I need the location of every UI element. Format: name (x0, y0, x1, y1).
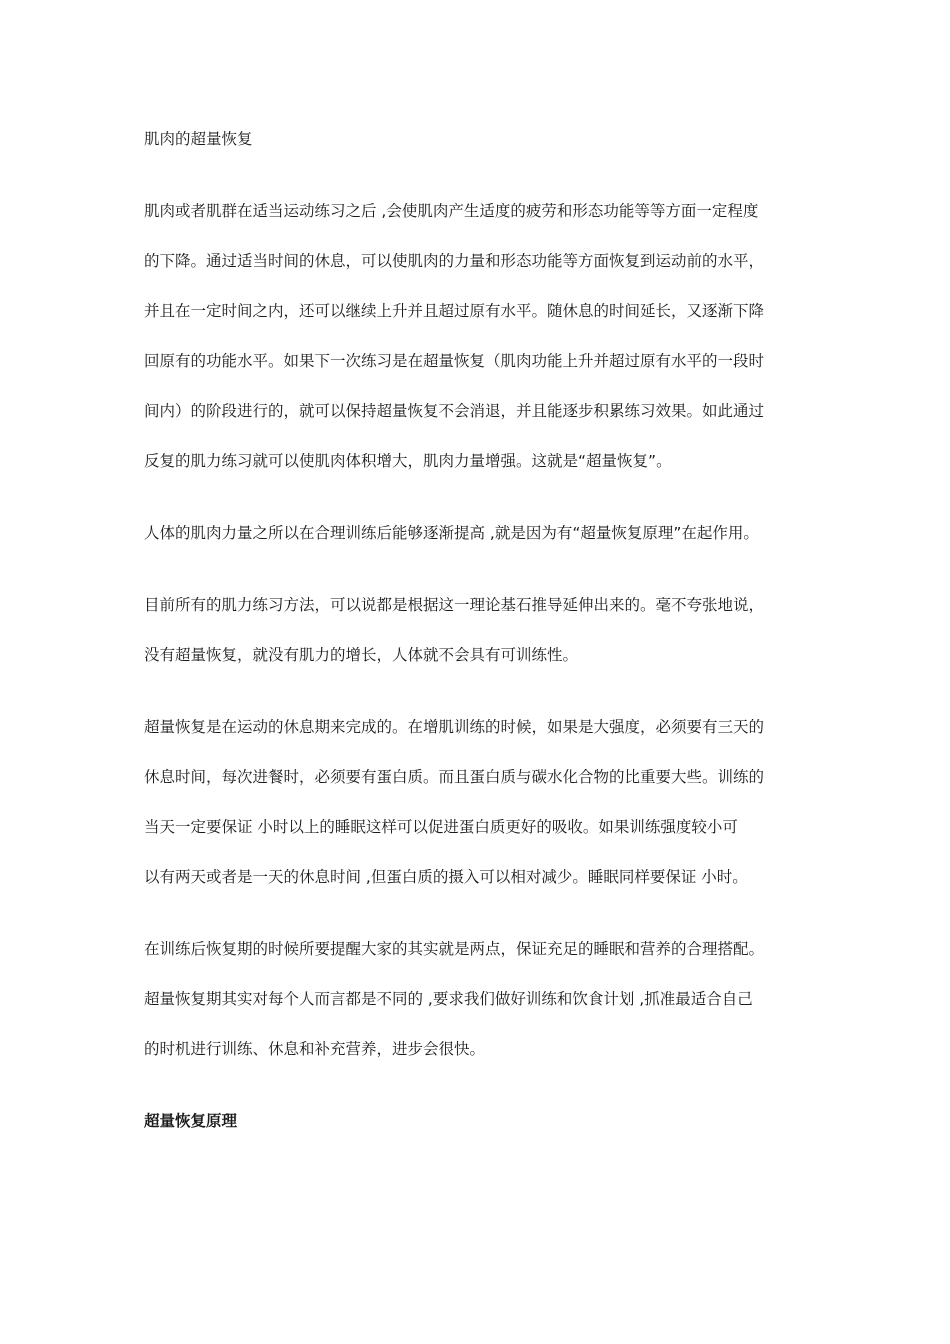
paragraph-1-line-4: 回原有的功能水平。如果下一次练习是在超量恢复（肌肉功能上升并超过原有水平的一段时 (144, 352, 765, 370)
section-heading: 超量恢复原理 (144, 1112, 238, 1130)
paragraph-5-line-1: 在训练后恢复期的时候所要提醒大家的其实就是两点，保证充足的睡眠和营养的合理搭配。 (144, 940, 765, 958)
paragraph-5-line-3: 的时机进行训练、休息和补充营养，进步会很快。 (144, 1040, 486, 1058)
paragraph-1-line-6: 反复的肌力练习就可以使肌肉体积增大，肌肉力量增强。这就是“超量恢复”。 (144, 452, 672, 470)
paragraph-4-line-2: 休息时间，每次进餐时，必须要有蛋白质。而且蛋白质与碳水化合物的比重要大些。训练的 (144, 768, 765, 786)
paragraph-4-line-3: 当天一定要保证 小时以上的睡眠这样可以促进蛋白质更好的吸收。如果训练强度较小可 (144, 818, 738, 836)
paragraph-5-line-2: 超量恢复期其实对每个人而言都是不同的 ,要求我们做好训练和饮食计划 ,抓准最适合自己 (144, 990, 753, 1008)
paragraph-1-line-1: 肌肉或者肌群在适当运动练习之后 ,会使肌肉产生适度的疲劳和形态功能等等方面一定程度 (144, 202, 759, 220)
paragraph-3-line-2: 没有超量恢复，就没有肌力的增长，人体就不会具有可训练性。 (144, 646, 579, 664)
paragraph-1-line-3: 并且在一定时间之内，还可以继续上升并且超过原有水平。随休息的时间延长，又逐渐下降 (144, 302, 765, 320)
paragraph-4-line-4: 以有两天或者是一天的休息时间 ,但蛋白质的摄入可以相对减少。睡眠同样要保证 小时。 (144, 868, 748, 886)
paragraph-4-line-1: 超量恢复是在运动的休息期来完成的。在增肌训练的时候，如果是大强度，必须要有三天的 (144, 718, 765, 736)
paragraph-1-line-2: 的下降。通过适当时间的休息，可以使肌肉的力量和形态功能等方面恢复到运动前的水平， (144, 252, 765, 270)
paragraph-2-line-1: 人体的肌肉力量之所以在合理训练后能够逐渐提高 ,就是因为有“超量恢复原理”在起作用。 (144, 524, 759, 542)
document-title: 肌肉的超量恢复 (144, 130, 253, 148)
paragraph-1-line-5: 间内）的阶段进行的，就可以保持超量恢复不会消退，并且能逐步积累练习效果。如此通过 (144, 402, 765, 420)
paragraph-3-line-1: 目前所有的肌力练习方法，可以说都是根据这一理论基石推导延伸出来的。毫不夸张地说， (144, 596, 765, 614)
